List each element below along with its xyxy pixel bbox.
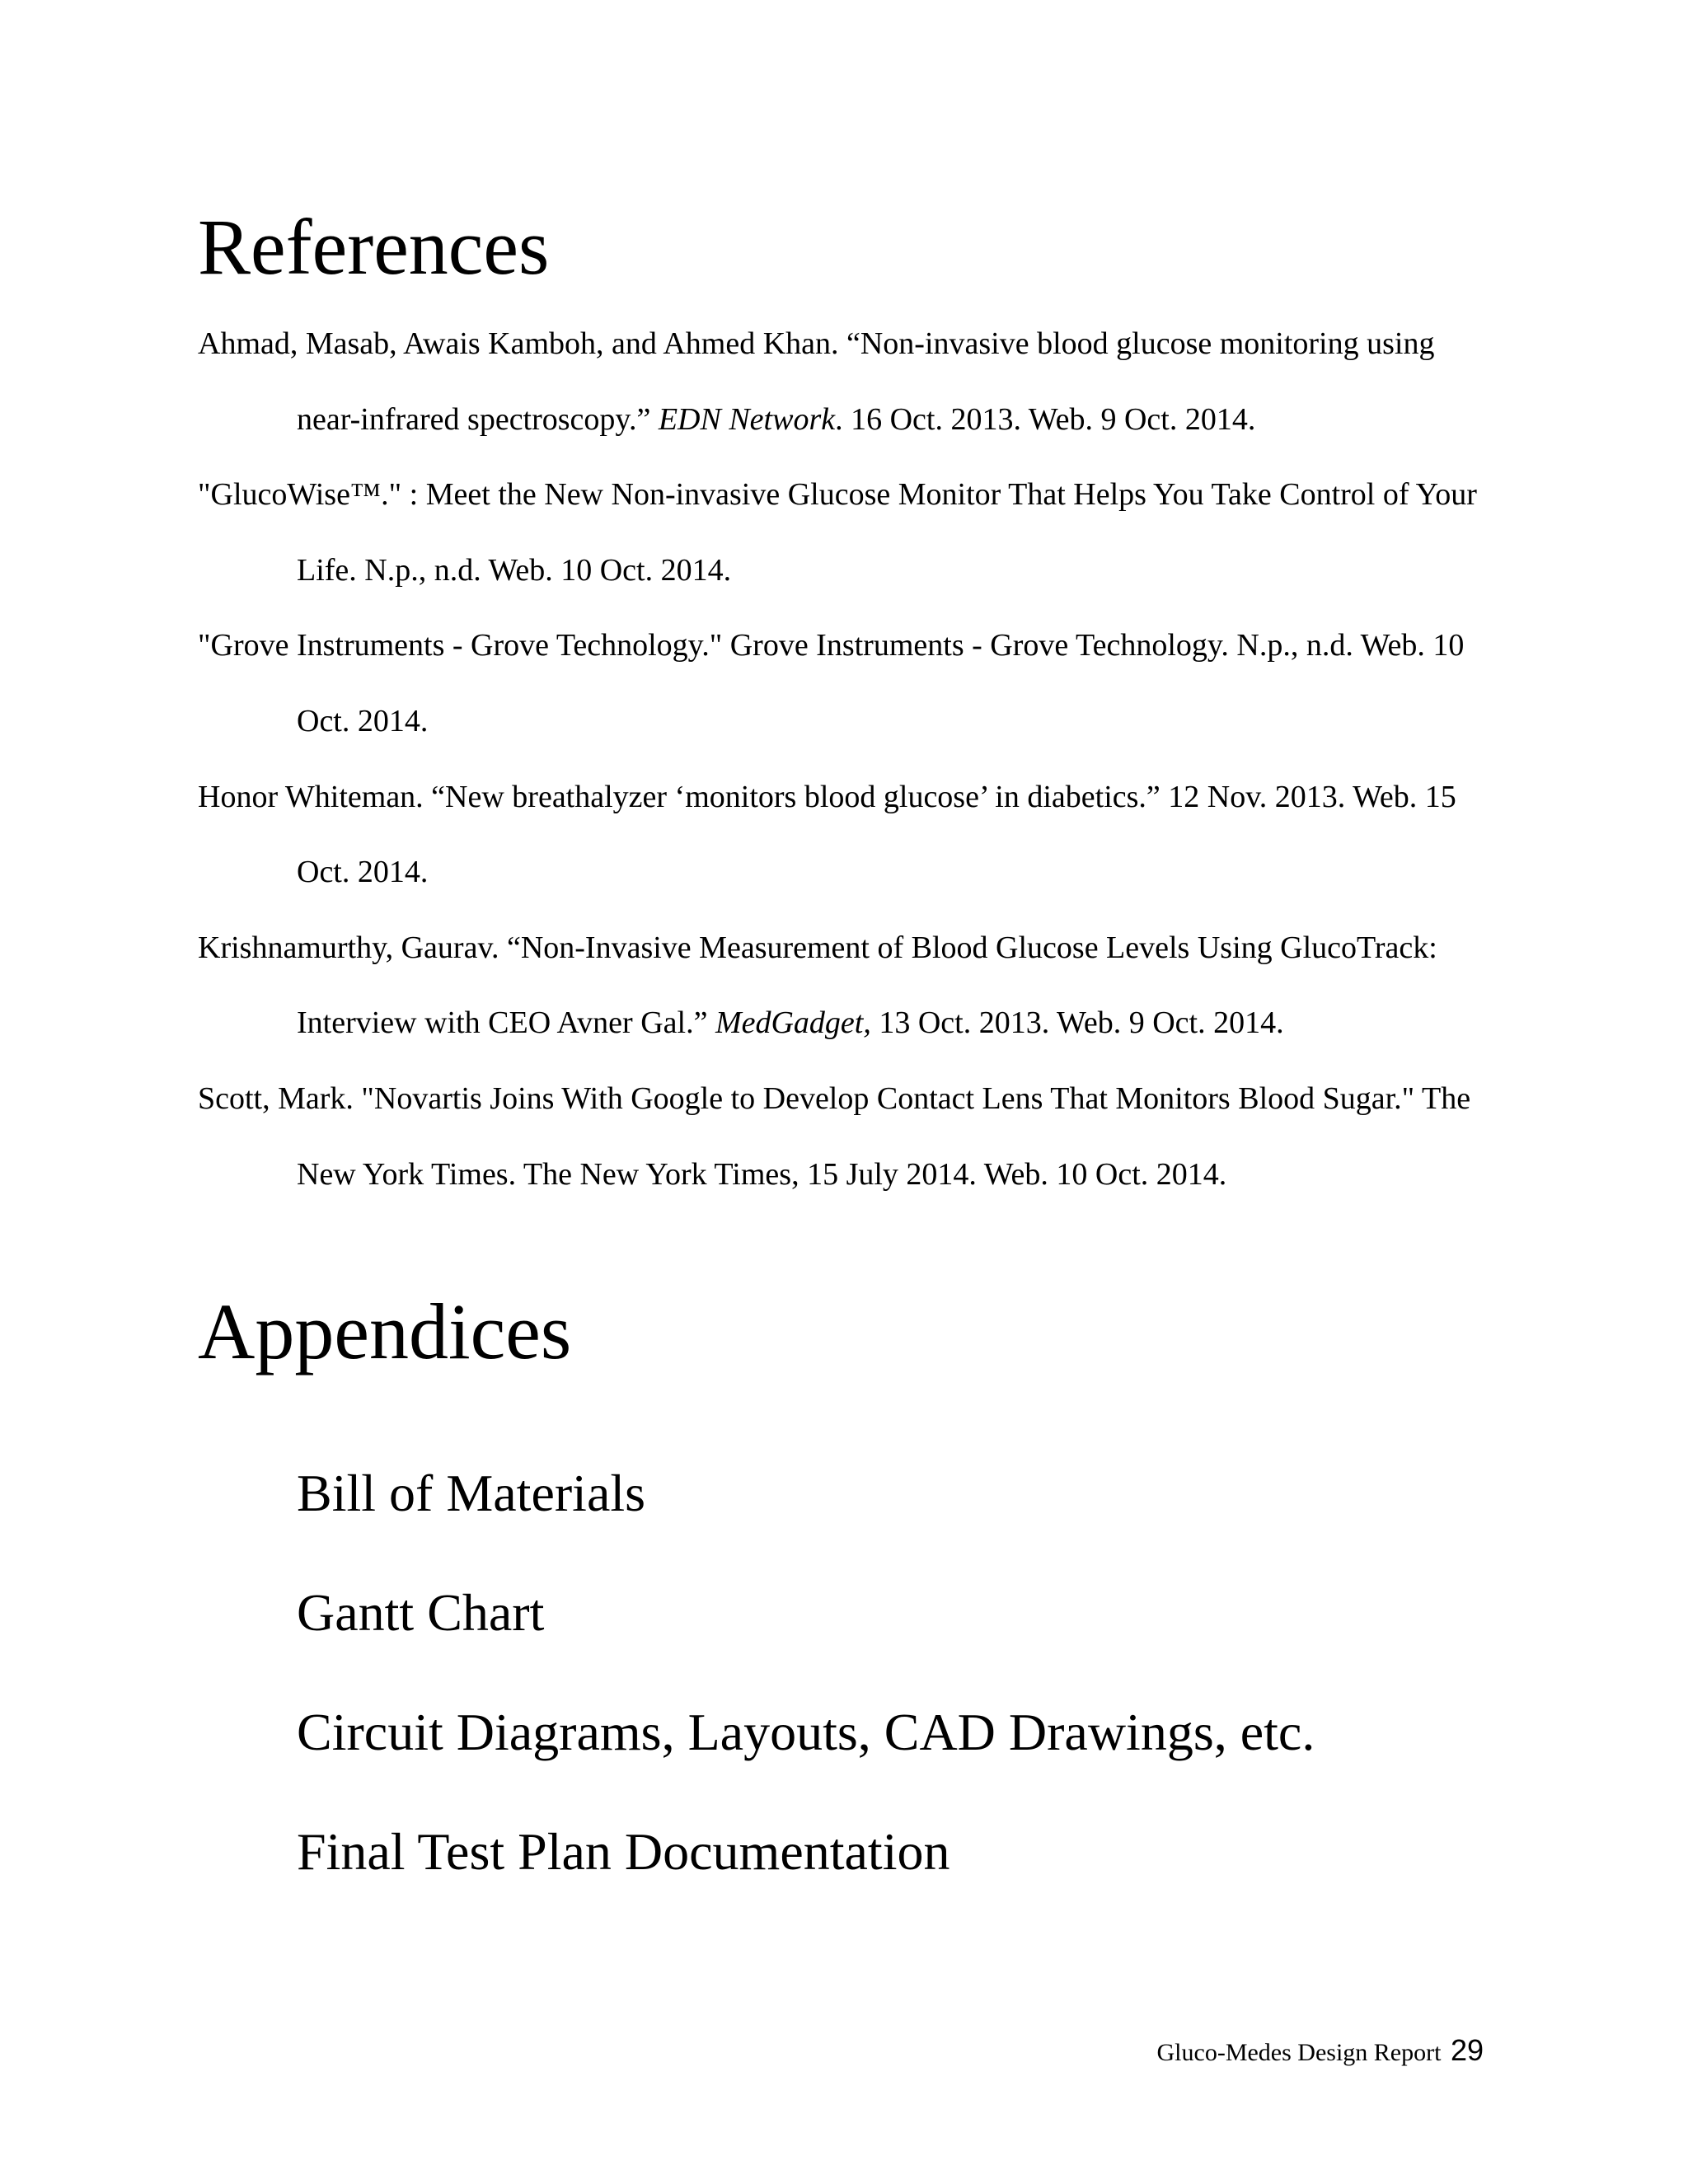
reference-item — [198, 1062, 1500, 1212]
reference-text: Krishnamurthy, Gaurav. “Non-Invasive Measurement of Blood Glucose Levels Using GlucoTrack: Interview with CEO Avner Gal.” — [198, 930, 1437, 1041]
appendix-item-bill-of-materials: Bill of Materials — [297, 1464, 646, 1522]
references-heading: References — [198, 203, 550, 291]
reference-source-title: EDN Network — [658, 401, 836, 437]
reference-text: Ahmad, Masab, Awais Kamboh, and Ahmed Khan. “Non-invasive blood glucose monitoring using near-infrared spectroscopy.” — [198, 326, 1435, 437]
appendix-item-gantt-chart: Gantt Chart — [297, 1583, 545, 1642]
reference-text: "GlucoWise™." : Meet the New Non-invasive Glucose Monitor That Helps You Take Control of Your Life. N.p., n.d. Web. 10 Oct. 2014. — [198, 477, 1477, 588]
reference-item — [198, 457, 1500, 608]
reference-text: "Grove Instruments - Grove Technology." Grove Instruments - Grove Technology. N.p., n.d. Web. 10 Oct. 2014. — [198, 628, 1465, 738]
reference-text-end: . 16 Oct. 2013. Web. 9 Oct. 2014. — [835, 401, 1256, 437]
reference-source-title: MedGadget, — [715, 1005, 871, 1041]
reference-item — [198, 307, 1500, 457]
references-list — [198, 307, 1500, 1212]
reference-item — [198, 760, 1500, 911]
footer-label: Gluco-Medes Design Report — [1156, 2039, 1442, 2066]
reference-text-end: 13 Oct. 2013. Web. 9 Oct. 2014. — [870, 1005, 1284, 1041]
page-footer — [1156, 2033, 1484, 2067]
reference-text: Honor Whiteman. “New breathalyzer ‘monitors blood glucose’ in diabetics.” 12 Nov. 2013. Web. 15 Oct. 2014. — [198, 779, 1456, 890]
appendices-heading: Appendices — [198, 1287, 572, 1376]
appendix-item-final-test-plan: Final Test Plan Documentation — [297, 1822, 950, 1881]
page-number: 29 — [1450, 2033, 1484, 2067]
reference-item — [198, 911, 1500, 1062]
reference-item — [198, 608, 1500, 759]
reference-text: Scott, Mark. "Novartis Joins With Google to Develop Contact Lens That Monitors Blood Sugar." The New York Times. The New York Times, 15 July 2014. Web. 10 Oct. 2014. — [198, 1080, 1471, 1192]
appendices-list — [297, 1464, 1315, 1945]
appendix-item-circuit-diagrams: Circuit Diagrams, Layouts, CAD Drawings, etc. — [297, 1703, 1315, 1761]
